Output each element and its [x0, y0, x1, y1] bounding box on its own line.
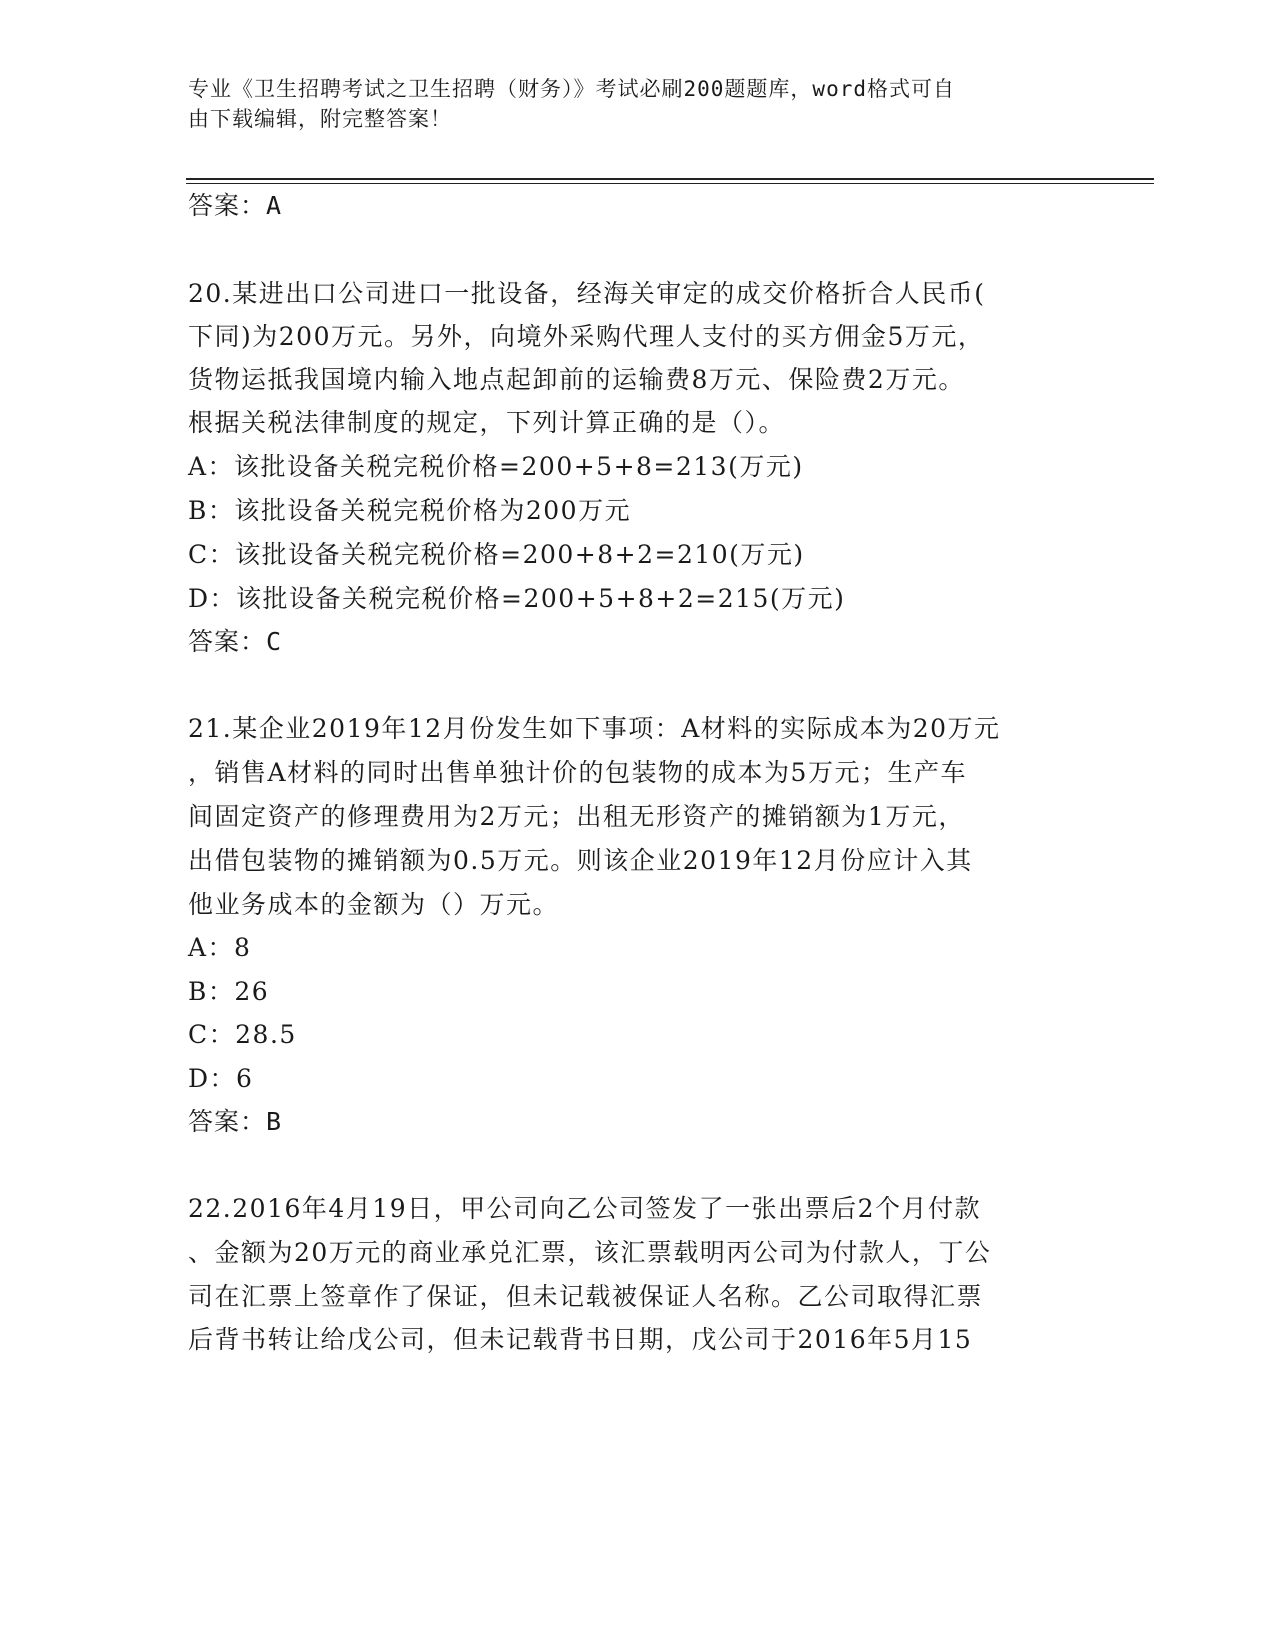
q20-option-d: D：该批设备关税完税价格=200+5+8+2=215(万元): [188, 584, 846, 613]
q21-option-b: B：26: [188, 977, 270, 1006]
q22-line-3: 司在汇票上签章作了保证，但未记载被保证人名称。乙公司取得汇票: [188, 1282, 984, 1311]
q21-line-4: 出借包装物的摊销额为0.5万元。则该企业2019年12月份应计入其: [188, 846, 973, 875]
q20-line-1: 20.某进出口公司进口一批设备，经海关审定的成交价格折合人民币(: [188, 279, 986, 308]
q21-option-a: A：8: [188, 933, 252, 962]
header-line-1: 专业《卫生招聘考试之卫生招聘（财务）》考试必刷200题题库，word格式可自: [188, 77, 955, 101]
q21-line-2: ，销售A材料的同时出售单独计价的包装物的成本为5万元；生产车: [188, 758, 967, 787]
prev-answer: 答案：A: [188, 191, 283, 220]
q21-line-3: 间固定资产的修理费用为2万元；出租无形资产的摊销额为1万元，: [188, 802, 965, 831]
q21-option-c: C：28.5: [188, 1020, 297, 1049]
q21-line-5: 他业务成本的金额为（）万元。: [188, 890, 560, 919]
q21-answer: 答案：B: [188, 1107, 283, 1136]
q20-line-4: 根据关税法律制度的规定，下列计算正确的是（）。: [188, 408, 786, 437]
q21-line-1: 21.某企业2019年12月份发生如下事项：A材料的实际成本为20万元: [188, 714, 1001, 743]
q22-line-2: 、金额为20万元的商业承兑汇票，该汇票载明丙公司为付款人，丁公: [188, 1238, 992, 1267]
q20-option-b: B：该批设备关税完税价格为200万元: [188, 496, 632, 525]
header-line-2: 由下载编辑，附完整答案！: [188, 107, 452, 131]
header-rule-thick: [186, 178, 1154, 180]
q20-line-2: 下同)为200万元。另外，向境外采购代理人支付的买方佣金5万元，: [188, 322, 985, 351]
q20-option-a: A：该批设备关税完税价格=200+5+8=213(万元): [188, 452, 804, 481]
page-header: [188, 74, 1088, 134]
q22-line-4: 后背书转让给戊公司，但未记载背书日期，戊公司于2016年5月15: [188, 1325, 973, 1354]
header-rule-thin: [186, 183, 1154, 184]
q20-line-3: 货物运抵我国境内输入地点起卸前的运输费8万元、保险费2万元。: [188, 365, 965, 394]
q22-line-1: 22.2016年4月19日，甲公司向乙公司签发了一张出票后2个月付款: [188, 1194, 982, 1223]
q21-option-d: D：6: [188, 1064, 254, 1093]
q20-option-c: C：该批设备关税完税价格=200+8+2=210(万元): [188, 540, 805, 569]
q20-answer: 答案：C: [188, 627, 283, 656]
